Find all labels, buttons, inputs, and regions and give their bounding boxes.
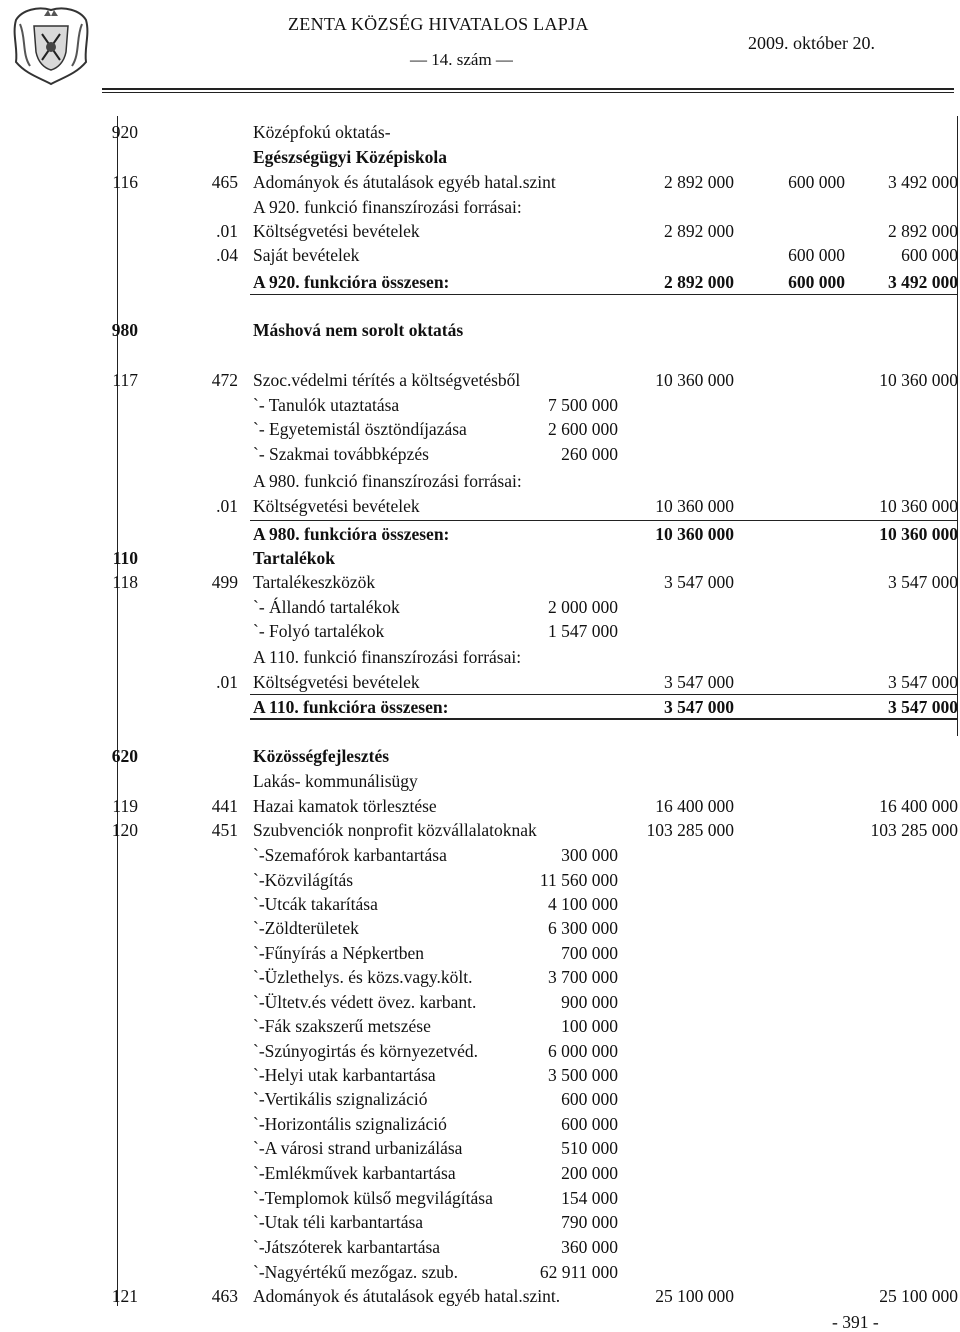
sub-amount: 6 000 000 (548, 1041, 618, 1061)
total-amount: 3 492 000 (888, 272, 958, 292)
account-code: .01 (216, 496, 238, 516)
issue-number: — 14. szám — (410, 50, 513, 69)
item-description: `-Helyi utak karbantartása (253, 1065, 436, 1085)
item-description: Adományok és átutalások egyéb hatal.szint (253, 172, 556, 192)
header-rule (102, 88, 954, 90)
item-description: `-Utak téli karbantartása (253, 1212, 424, 1232)
account-code: 463 (211, 1286, 238, 1306)
function-code: 120 (111, 820, 138, 840)
sub-amount: 700 000 (561, 943, 618, 963)
function-code: 620 (111, 746, 138, 766)
account-code: 472 (211, 370, 238, 390)
coat-of-arms-icon (8, 4, 94, 86)
item-description: Máshová nem sorolt oktatás (253, 320, 464, 340)
account-code: .04 (216, 245, 238, 265)
function-code: 110 (112, 548, 138, 568)
item-description: `-Templomok külső megvilágítása (253, 1188, 493, 1208)
total-amount: 2 892 000 (888, 221, 958, 241)
sub-amount: 11 560 000 (539, 870, 618, 890)
item-description: `-Ültetv.és védett övez. karbant. (253, 992, 477, 1012)
item-description: `-Fűnyírás a Népkertben (253, 943, 425, 963)
total-amount: 600 000 (901, 245, 958, 265)
budget-amount: 25 100 000 (655, 1286, 734, 1306)
budget-amount: 10 360 000 (655, 370, 734, 390)
table-left-border (117, 116, 118, 736)
sub-amount: 790 000 (561, 1212, 618, 1232)
budget-amount: 3 547 000 (664, 697, 734, 717)
item-description: A 920. funkcióra összesen: (253, 272, 450, 292)
sub-amount: 62 911 000 (539, 1262, 618, 1282)
page-number: - 391 - (832, 1312, 879, 1332)
budget-amount: 103 285 000 (646, 820, 734, 840)
item-description: Egészségügyi Középiskola (253, 147, 447, 167)
total-amount: 103 285 000 (870, 820, 958, 840)
account-code: 451 (211, 820, 238, 840)
item-description: `- Tanulók utaztatása (253, 395, 400, 415)
sub-amount: 900 000 (561, 992, 618, 1012)
item-description: Szoc.védelmi térítés a költségvetésből (253, 370, 521, 390)
item-description: Lakás- kommunálisügy (253, 771, 418, 791)
item-description: A 110. funkció finanszírozási forrásai: (253, 647, 522, 667)
account-code: .01 (216, 221, 238, 241)
function-code: 119 (112, 796, 138, 816)
sub-amount: 510 000 (561, 1138, 618, 1158)
sub-amount: 7 500 000 (548, 395, 618, 415)
total-110-rule-top (250, 694, 957, 695)
item-description: `-Szemafórok karbantartása (253, 845, 447, 865)
function-code: 920 (111, 122, 138, 142)
account-code: .01 (216, 672, 238, 692)
total-amount: 10 360 000 (879, 496, 958, 516)
sub-amount: 154 000 (561, 1188, 618, 1208)
sub-amount: 600 000 (561, 1114, 618, 1134)
function-code: 116 (112, 172, 138, 192)
account-code: 499 (211, 572, 238, 592)
total-amount: 10 360 000 (879, 370, 958, 390)
sub-amount: 2 000 000 (548, 597, 618, 617)
table-right-border (957, 116, 958, 736)
own-revenue-amount: 600 000 (788, 272, 845, 292)
item-description: `-Zöldterületek (253, 918, 359, 938)
item-description: Saját bevételek (253, 245, 360, 265)
sub-amount: 6 300 000 (548, 918, 618, 938)
item-description: Tartalékeszközök (253, 572, 376, 592)
function-code: 980 (111, 320, 138, 340)
sub-amount: 1 547 000 (548, 621, 618, 641)
sub-amount: 3 700 000 (548, 967, 618, 987)
function-code: 117 (112, 370, 138, 390)
total-amount: 3 547 000 (888, 572, 958, 592)
sub-amount: 2 600 000 (548, 419, 618, 439)
item-description: `- Állandó tartalékok (253, 597, 400, 617)
total-amount: 16 400 000 (879, 796, 958, 816)
item-description: `-Horizontális szignalizáció (253, 1114, 447, 1134)
item-description: `- Egyetemistál ösztöndíjazása (253, 419, 467, 439)
sub-amount: 260 000 (561, 444, 618, 464)
total-amount: 10 360 000 (879, 524, 958, 544)
total-110-rule-bottom (250, 718, 957, 720)
publication-title: ZENTA KÖZSÉG HIVATALOS LAPJA (288, 14, 589, 34)
item-description: `- Folyó tartalékok (253, 621, 385, 641)
item-description: A 980. funkció finanszírozási forrásai: (253, 471, 522, 491)
budget-amount: 10 360 000 (655, 524, 734, 544)
budget-amount: 3 547 000 (664, 672, 734, 692)
item-description: Költségvetési bevételek (253, 221, 420, 241)
budget-amount: 2 892 000 (664, 221, 734, 241)
budget-amount: 2 892 000 (664, 172, 734, 192)
item-description: Szubvenciók nonprofit közvállalatoknak (253, 820, 537, 840)
function-code: 121 (111, 1286, 138, 1306)
sub-amount: 300 000 (561, 845, 618, 865)
total-980-rule (250, 520, 957, 521)
sub-amount: 3 500 000 (548, 1065, 618, 1085)
total-amount: 3 547 000 (888, 672, 958, 692)
item-description: Adományok és átutalások egyéb hatal.szint. (253, 1286, 561, 1306)
item-description: `-Szúnyogirtás és környezetvéd. (253, 1041, 478, 1061)
item-description: `-Nagyértékű mezőgaz. szub. (253, 1262, 459, 1282)
header-rule-thin (102, 92, 954, 93)
total-amount: 25 100 000 (879, 1286, 958, 1306)
item-description: Költségvetési bevételek (253, 672, 420, 692)
item-description: A 980. funkcióra összesen: (253, 524, 450, 544)
item-description: Hazai kamatok törlesztése (253, 796, 437, 816)
total-amount: 3 492 000 (888, 172, 958, 192)
own-revenue-amount: 600 000 (788, 245, 845, 265)
budget-amount: 16 400 000 (655, 796, 734, 816)
sub-amount: 200 000 (561, 1163, 618, 1183)
item-description: `-Közvilágítás (253, 870, 354, 890)
budget-amount: 2 892 000 (664, 272, 734, 292)
account-code: 465 (211, 172, 238, 192)
item-description: `-Fák szakszerű metszése (253, 1016, 431, 1036)
item-description: `-Utcák takarítása (253, 894, 378, 914)
item-description: `-Emlékművek karbantartása (253, 1163, 456, 1183)
function-code: 118 (112, 572, 138, 592)
total-amount: 3 547 000 (888, 697, 958, 717)
item-description: `-Vertikális szignalizáció (253, 1089, 428, 1109)
sub-amount: 100 000 (561, 1016, 618, 1036)
item-description: `-Játszóterek karbantartása (253, 1237, 441, 1257)
item-description: Költségvetési bevételek (253, 496, 420, 516)
account-code: 441 (211, 796, 238, 816)
item-description: Tartalékok (253, 548, 336, 568)
item-description: A 920. funkció finanszírozási forrásai: (253, 197, 522, 217)
own-revenue-amount: 600 000 (788, 172, 845, 192)
issue-date: 2009. október 20. (748, 33, 875, 53)
item-description: `- Szakmai továbbképzés (253, 444, 429, 464)
item-description: A 110. funkcióra összesen: (253, 697, 449, 717)
total-920-rule (250, 294, 957, 295)
budget-amount: 3 547 000 (664, 572, 734, 592)
budget-amount: 10 360 000 (655, 496, 734, 516)
sub-amount: 600 000 (561, 1089, 618, 1109)
sub-amount: 4 100 000 (548, 894, 618, 914)
item-description: `-A városi strand urbanizálása (253, 1138, 463, 1158)
item-description: `-Üzlethelys. és közs.vagy.költ. (253, 967, 473, 987)
item-description: Középfokú oktatás- (253, 122, 391, 142)
item-description: Közösségfejlesztés (253, 746, 390, 766)
sub-amount: 360 000 (561, 1237, 618, 1257)
